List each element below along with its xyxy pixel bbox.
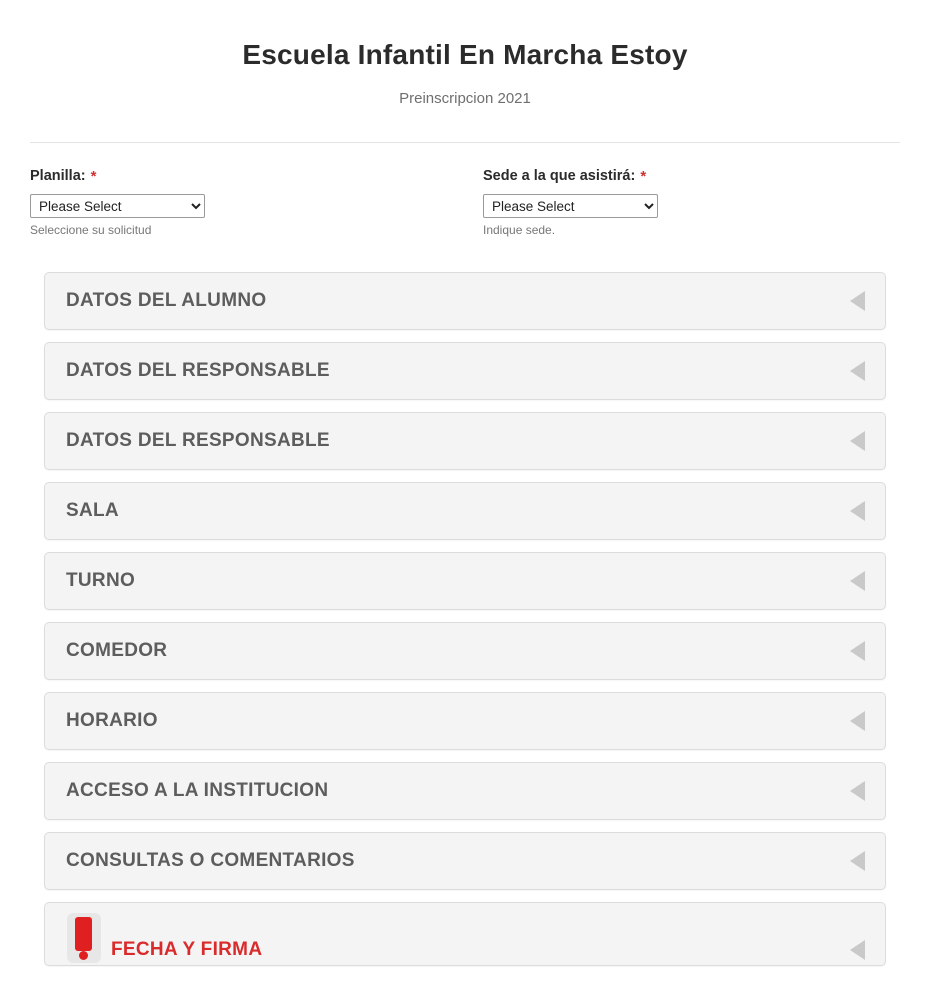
section-title: ACCESO A LA INSTITUCION	[66, 780, 329, 801]
section-title: HORARIO	[66, 710, 158, 731]
section-datos-del-alumno[interactable]	[44, 272, 886, 330]
collapse-arrow-icon[interactable]	[845, 778, 871, 804]
planilla-required-marker: *	[90, 168, 97, 185]
collapse-arrow-icon[interactable]	[845, 428, 871, 454]
section-fecha-y-firma-content	[45, 911, 845, 963]
collapse-arrow-icon[interactable]	[845, 358, 871, 384]
field-sede	[465, 167, 900, 237]
section-comedor[interactable]	[44, 622, 886, 680]
section-fecha-y-firma[interactable]	[44, 902, 886, 966]
collapse-arrow-icon[interactable]	[845, 708, 871, 734]
sede-select[interactable]	[483, 194, 658, 218]
exclamation-mark-icon	[63, 911, 105, 963]
section-title: COMEDOR	[66, 640, 168, 661]
collapse-arrow-icon[interactable]	[845, 288, 871, 314]
collapse-arrow-icon[interactable]	[845, 498, 871, 524]
section-title: DATOS DEL RESPONSABLE	[66, 360, 330, 381]
sede-required-marker: *	[640, 168, 647, 185]
section-horario[interactable]	[44, 692, 886, 750]
header-divider	[30, 142, 900, 143]
section-title: CONSULTAS O COMENTARIOS	[66, 850, 355, 871]
section-datos-del-responsable-2[interactable]	[44, 412, 886, 470]
collapse-arrow-icon[interactable]	[845, 937, 871, 963]
planilla-select-wrap	[30, 194, 465, 218]
section-title: SALA	[66, 500, 119, 521]
section-sala[interactable]	[44, 482, 886, 540]
section-consultas-o-comentarios[interactable]	[44, 832, 886, 890]
collapsible-sections	[44, 272, 886, 966]
section-turno[interactable]	[44, 552, 886, 610]
collapse-arrow-icon[interactable]	[845, 848, 871, 874]
planilla-label: Planilla:	[30, 168, 86, 184]
section-title: TURNO	[66, 570, 136, 591]
page-subtitle: Preinscripcion 2021	[399, 90, 531, 107]
planilla-hint: Seleccione su solicitud	[30, 223, 152, 237]
section-title: DATOS DEL RESPONSABLE	[66, 430, 330, 451]
section-title: FECHA Y FIRMA	[111, 939, 263, 960]
form-header	[0, 0, 930, 107]
top-fields-row	[30, 167, 900, 237]
collapse-arrow-icon[interactable]	[845, 568, 871, 594]
sede-select-wrap	[483, 194, 900, 218]
planilla-select[interactable]	[30, 194, 205, 218]
section-title: DATOS DEL ALUMNO	[66, 290, 267, 311]
section-acceso-a-la-institucion[interactable]	[44, 762, 886, 820]
collapse-arrow-icon[interactable]	[845, 638, 871, 664]
section-datos-del-responsable-1[interactable]	[44, 342, 886, 400]
sede-hint: Indique sede.	[483, 223, 556, 237]
page-title: Escuela Infantil En Marcha Estoy	[242, 39, 688, 70]
field-planilla	[30, 167, 465, 237]
sede-label: Sede a la que asistirá:	[483, 168, 636, 184]
